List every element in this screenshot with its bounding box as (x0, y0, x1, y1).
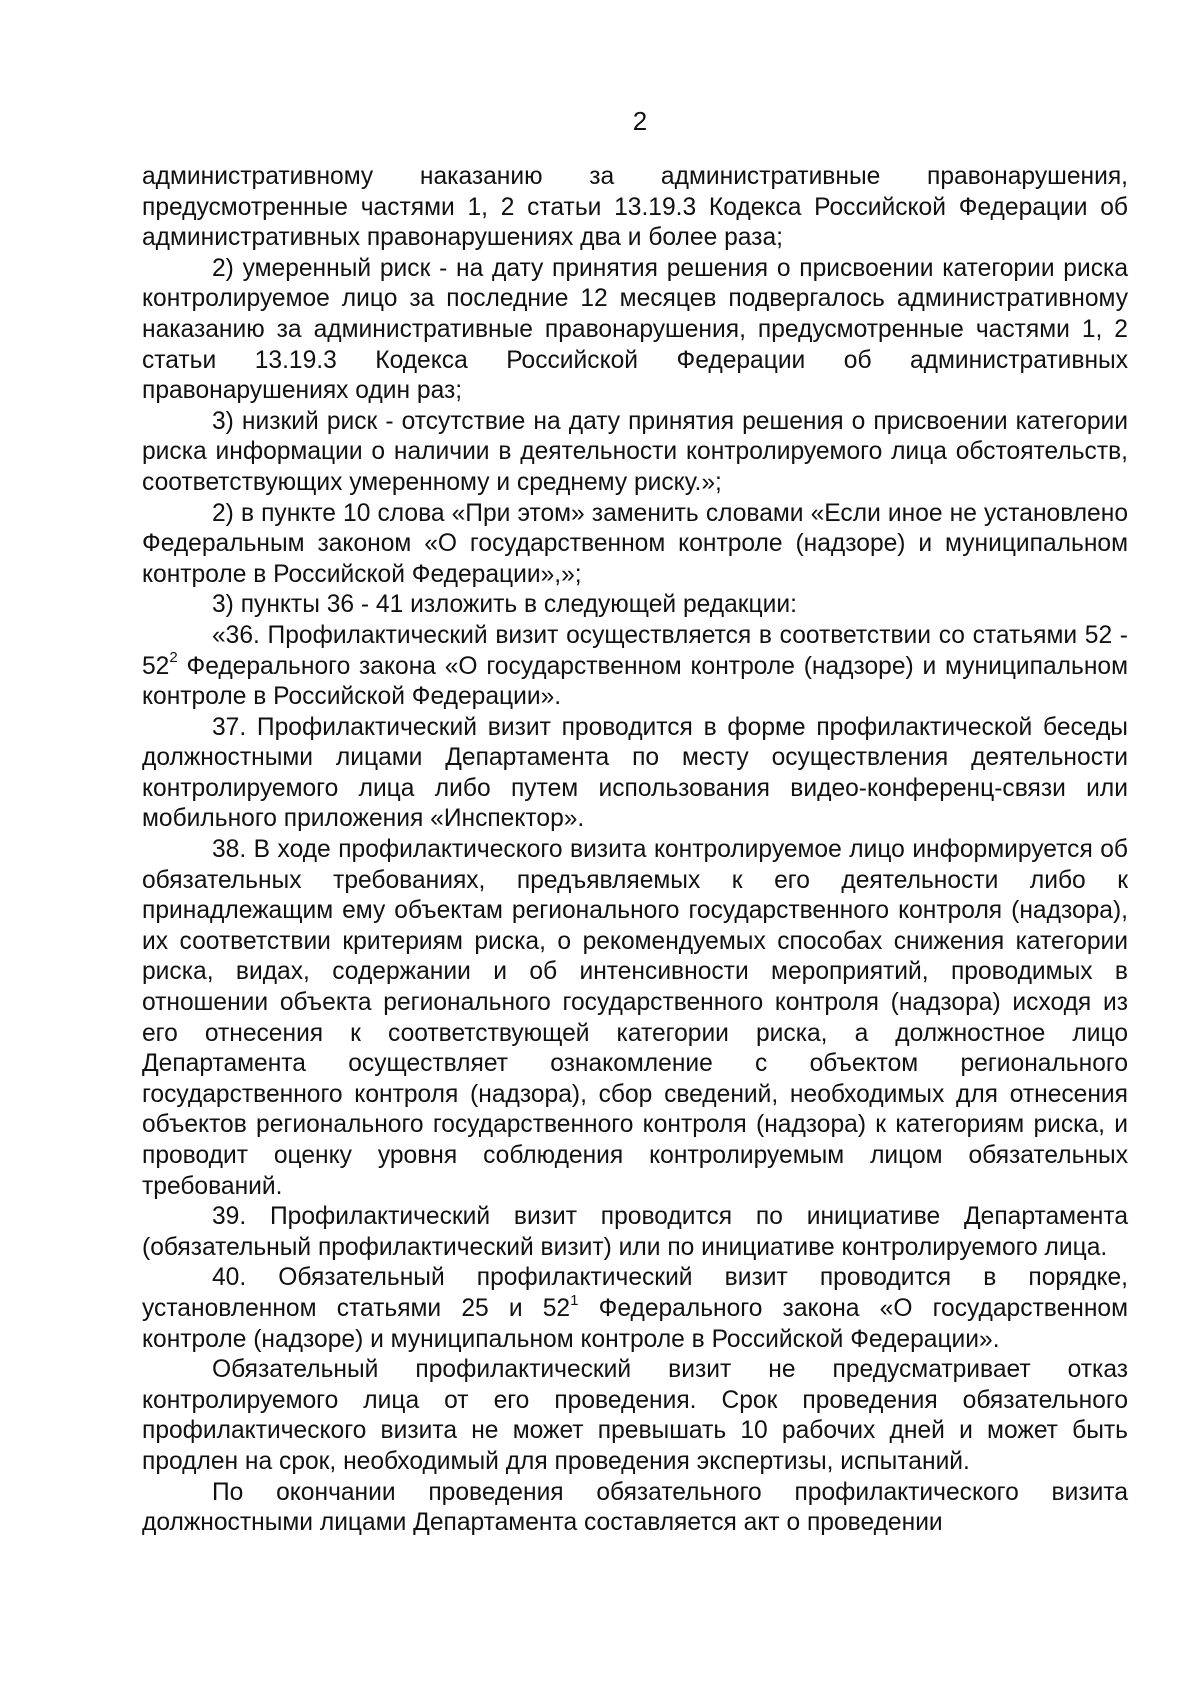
paragraph-moderate-risk: 2) умеренный риск - на дату принятия решения о присвоении категории риска контролируемое лицо за последние 12 месяцев подвергалось административному наказанию за административные правонарушения, предусмотренные частями 1, 2 статьи 13.19.3 Кодекса Российской Федерации об административных правонарушениях один раз; (142, 254, 1128, 405)
paragraph-visit-completion: По окончании проведения обязательного профилактического визита должностными лицами Департамента составляется акт о проведении (142, 1478, 1128, 1537)
paragraph-mandatory-visit-terms: Обязательный профилактический визит не предусматривает отказ контролируемого лица от его проведения. Срок проведения обязательного профилактического визита не может превышать 10 рабочих дней и может быть продлен на срок, необходимый для проведения экспертизы, испытаний. (142, 1356, 1128, 1475)
paragraph-points-36-41-intro: 3) пункты 36 - 41 изложить в следующей редакции: (212, 591, 797, 619)
paragraph-low-risk: 3) низкий риск - отсутствие на дату принятия решения о присвоении категории риска информации о наличии в деятельности контролируемого лица обстоятельств, соответствующих умеренному и среднему риску.»; (142, 407, 1128, 496)
page-number: 2 (632, 106, 648, 136)
paragraph-40-text-before: 40. Обязательный профилактический визит проводится в порядке, установленном статьями 25 и 52 (142, 1264, 1128, 1322)
document-body (142, 162, 1128, 1539)
paragraph-40-superscript: 1 (570, 1291, 579, 1309)
paragraph-36-text-before: «36. Профилактический визит осуществляется в соответствии со статьями 52 - 52 (142, 621, 1128, 680)
paragraph-point-10-amendment: 2) в пункте 10 слова «При этом» заменить словами «Если иное не установлено Федеральным законом «О государственном контроле (надзоре) и муниципальном контроле в Российской Федерации»,»; (142, 499, 1128, 588)
paragraph-36-superscript: 2 (169, 649, 178, 667)
paragraph-36-text-after: Федерального закона «О государственном контроле (надзоре) и муниципальном контроле в Российской Федерации». (142, 652, 1128, 711)
paragraph-40 (142, 1263, 1128, 1355)
paragraph-37: 37. Профилактический визит проводится в форме профилактической беседы должностными лицами Департамента по месту осуществления деятельности контролируемого лица либо путем использования видео-конференц-связи или мобильного приложения «Инспектор». (142, 713, 1128, 833)
paragraph-40-text-after: Федерального закона «О государственном контроле (надзоре) и муниципальном контроле в Российской Федерации». (142, 1294, 1128, 1353)
paragraph-continuation: административному наказанию за административные правонарушения, предусмотренные частями 1, 2 статьи 13.19.3 Кодекса Российской Федерации об административных правонарушениях два и более раза; (142, 163, 1128, 252)
paragraph-36 (142, 621, 1128, 713)
paragraph-39: 39. Профилактический визит проводится по инициативе Департамента (обязательный профилактический визит) или по инициативе контролируемого лица. (142, 1203, 1128, 1261)
paragraph-38: 38. В ходе профилактического визита контролируемое лицо информируется об обязательных требованиях, предъявляемых к его деятельности либо к принадлежащим ему объектам регионального государственного контроля (надзора), их соответствии критериям риска, о рекомендуемых способах снижения категории риска, видах, содержании и об интенсивности мероприятий, проводимых в отношении объекта регионального государственного контроля (надзора) исходя из его отнесения к соответствующей категории риска, а должностное лицо Департамента осуществляет ознакомление с объектом регионального государственного контроля (надзора), сбор сведений, необходимых для отнесения объектов регионального государственного контроля (надзора) к категориям риска, и проводит оценку уровня соблюдения контролируемым лицом обязательных требований. (142, 836, 1128, 1200)
